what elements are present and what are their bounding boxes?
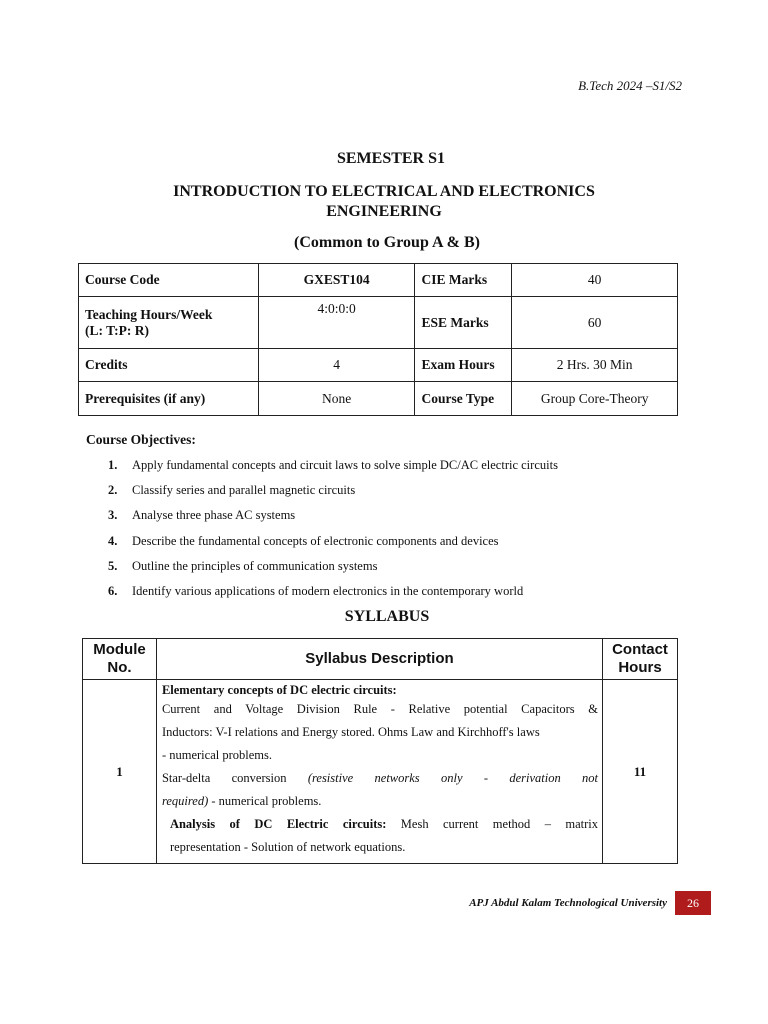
objective-number: 1. bbox=[108, 458, 118, 472]
credits-value: 4 bbox=[258, 349, 415, 382]
objective-item bbox=[108, 559, 646, 584]
objective-number: 2. bbox=[108, 483, 118, 498]
page-footer bbox=[469, 891, 711, 915]
desc-line: - numerical problems. bbox=[161, 748, 272, 762]
course-info-table bbox=[78, 263, 678, 416]
module-number: 1 bbox=[83, 680, 157, 864]
objectives-list bbox=[108, 458, 646, 609]
cie-marks-value: 40 bbox=[512, 264, 678, 297]
desc-text: Mesh current method – matrix bbox=[386, 817, 599, 831]
common-group-note: (Common to Group A & B) bbox=[294, 234, 480, 251]
syllabus-table bbox=[82, 638, 678, 864]
objective-item bbox=[108, 458, 646, 483]
credits-label: Credits bbox=[79, 349, 259, 382]
objective-text: Identify various applications of modern electronics in the contemporary world bbox=[132, 583, 524, 598]
objective-text: Describe the fundamental concepts of electronic components and devices bbox=[132, 533, 499, 548]
objectives-title: Course Objectives: bbox=[86, 432, 196, 447]
course-title bbox=[0, 182, 768, 222]
course-type-value: Group Core-Theory bbox=[512, 382, 678, 416]
teaching-hours-label-line1: Teaching Hours/Week bbox=[85, 306, 213, 322]
table-row bbox=[83, 680, 678, 864]
desc-line: Inductors: V-I relations and Energy stored. Ohms Law and Kirchhoff's laws bbox=[161, 725, 540, 739]
objective-item bbox=[108, 508, 646, 533]
desc-heading: Elementary concepts of DC electric circuits: bbox=[161, 683, 397, 697]
ese-marks-label: ESE Marks bbox=[415, 297, 512, 349]
syllabus-description bbox=[156, 680, 602, 864]
title-block bbox=[0, 150, 768, 252]
semester-title: SEMESTER S1 bbox=[336, 150, 446, 167]
objective-item bbox=[108, 584, 646, 609]
course-type-label: Course Type bbox=[415, 382, 512, 416]
desc-bold: Analysis of DC Electric circuits: bbox=[169, 817, 387, 831]
exam-hours-value: 2 Hrs. 30 Min bbox=[512, 349, 678, 382]
objective-number: 6. bbox=[108, 583, 118, 598]
objective-item bbox=[108, 483, 646, 508]
module-header-line2: No. bbox=[107, 659, 132, 676]
teaching-hours-label bbox=[79, 297, 259, 349]
syllabus-heading: SYLLABUS bbox=[344, 608, 430, 625]
objective-text: Apply fundamental concepts and circuit laws to solve simple DC/AC electric circuits bbox=[132, 458, 558, 472]
objective-number: 3. bbox=[108, 508, 118, 523]
course-title-line1: INTRODUCTION TO ELECTRICAL AND ELECTRONICS bbox=[173, 183, 595, 200]
teaching-hours-value: 4:0:0:0 bbox=[258, 297, 415, 349]
desc-line bbox=[162, 767, 598, 790]
desc-line: representation - Solution of network equations. bbox=[169, 840, 406, 854]
objective-text: Analyse three phase AC systems bbox=[132, 508, 296, 523]
cie-marks-label: CIE Marks bbox=[415, 264, 512, 297]
hours-header-line1: Contact bbox=[612, 641, 668, 658]
objective-number: 5. bbox=[108, 558, 118, 573]
desc-line: Current and Voltage Division Rule - Relative potential Capacitors & bbox=[161, 702, 598, 716]
module-column-header bbox=[83, 639, 157, 680]
hours-header-line2: Hours bbox=[618, 659, 662, 676]
teaching-hours-label-line2: (L: T:P: R) bbox=[85, 322, 149, 338]
objective-item bbox=[108, 534, 646, 559]
course-code-label: Course Code bbox=[79, 264, 259, 297]
prerequisites-label: Prerequisites (if any) bbox=[79, 382, 259, 416]
course-objectives bbox=[86, 432, 646, 609]
hours-column-header bbox=[603, 639, 678, 680]
module-header-line1: Module bbox=[93, 641, 146, 658]
objective-text: Classify series and parallel magnetic circuits bbox=[132, 483, 356, 498]
objective-number: 4. bbox=[108, 533, 118, 548]
desc-line bbox=[162, 813, 598, 836]
page-number: 26 bbox=[675, 891, 711, 915]
prerequisites-value: None bbox=[258, 382, 415, 416]
ese-marks-value: 60 bbox=[512, 297, 678, 349]
contact-hours: 11 bbox=[603, 680, 678, 864]
description-column-header: Syllabus Description bbox=[156, 639, 602, 680]
desc-italic: required) bbox=[161, 794, 209, 808]
course-title-line2: ENGINEERING bbox=[326, 203, 442, 220]
desc-italic: (resistive networks only - derivation not bbox=[307, 771, 599, 785]
course-code-value: GXEST104 bbox=[258, 264, 415, 297]
objective-text: Outline the principles of communication systems bbox=[132, 558, 378, 573]
program-header: B.Tech 2024 –S1/S2 bbox=[578, 78, 682, 93]
desc-text: - numerical problems. bbox=[208, 794, 322, 808]
desc-line bbox=[162, 790, 598, 813]
university-name: APJ Abdul Kalam Technological University bbox=[469, 897, 667, 909]
exam-hours-label: Exam Hours bbox=[415, 349, 512, 382]
desc-text: Star-delta conversion bbox=[161, 771, 287, 785]
